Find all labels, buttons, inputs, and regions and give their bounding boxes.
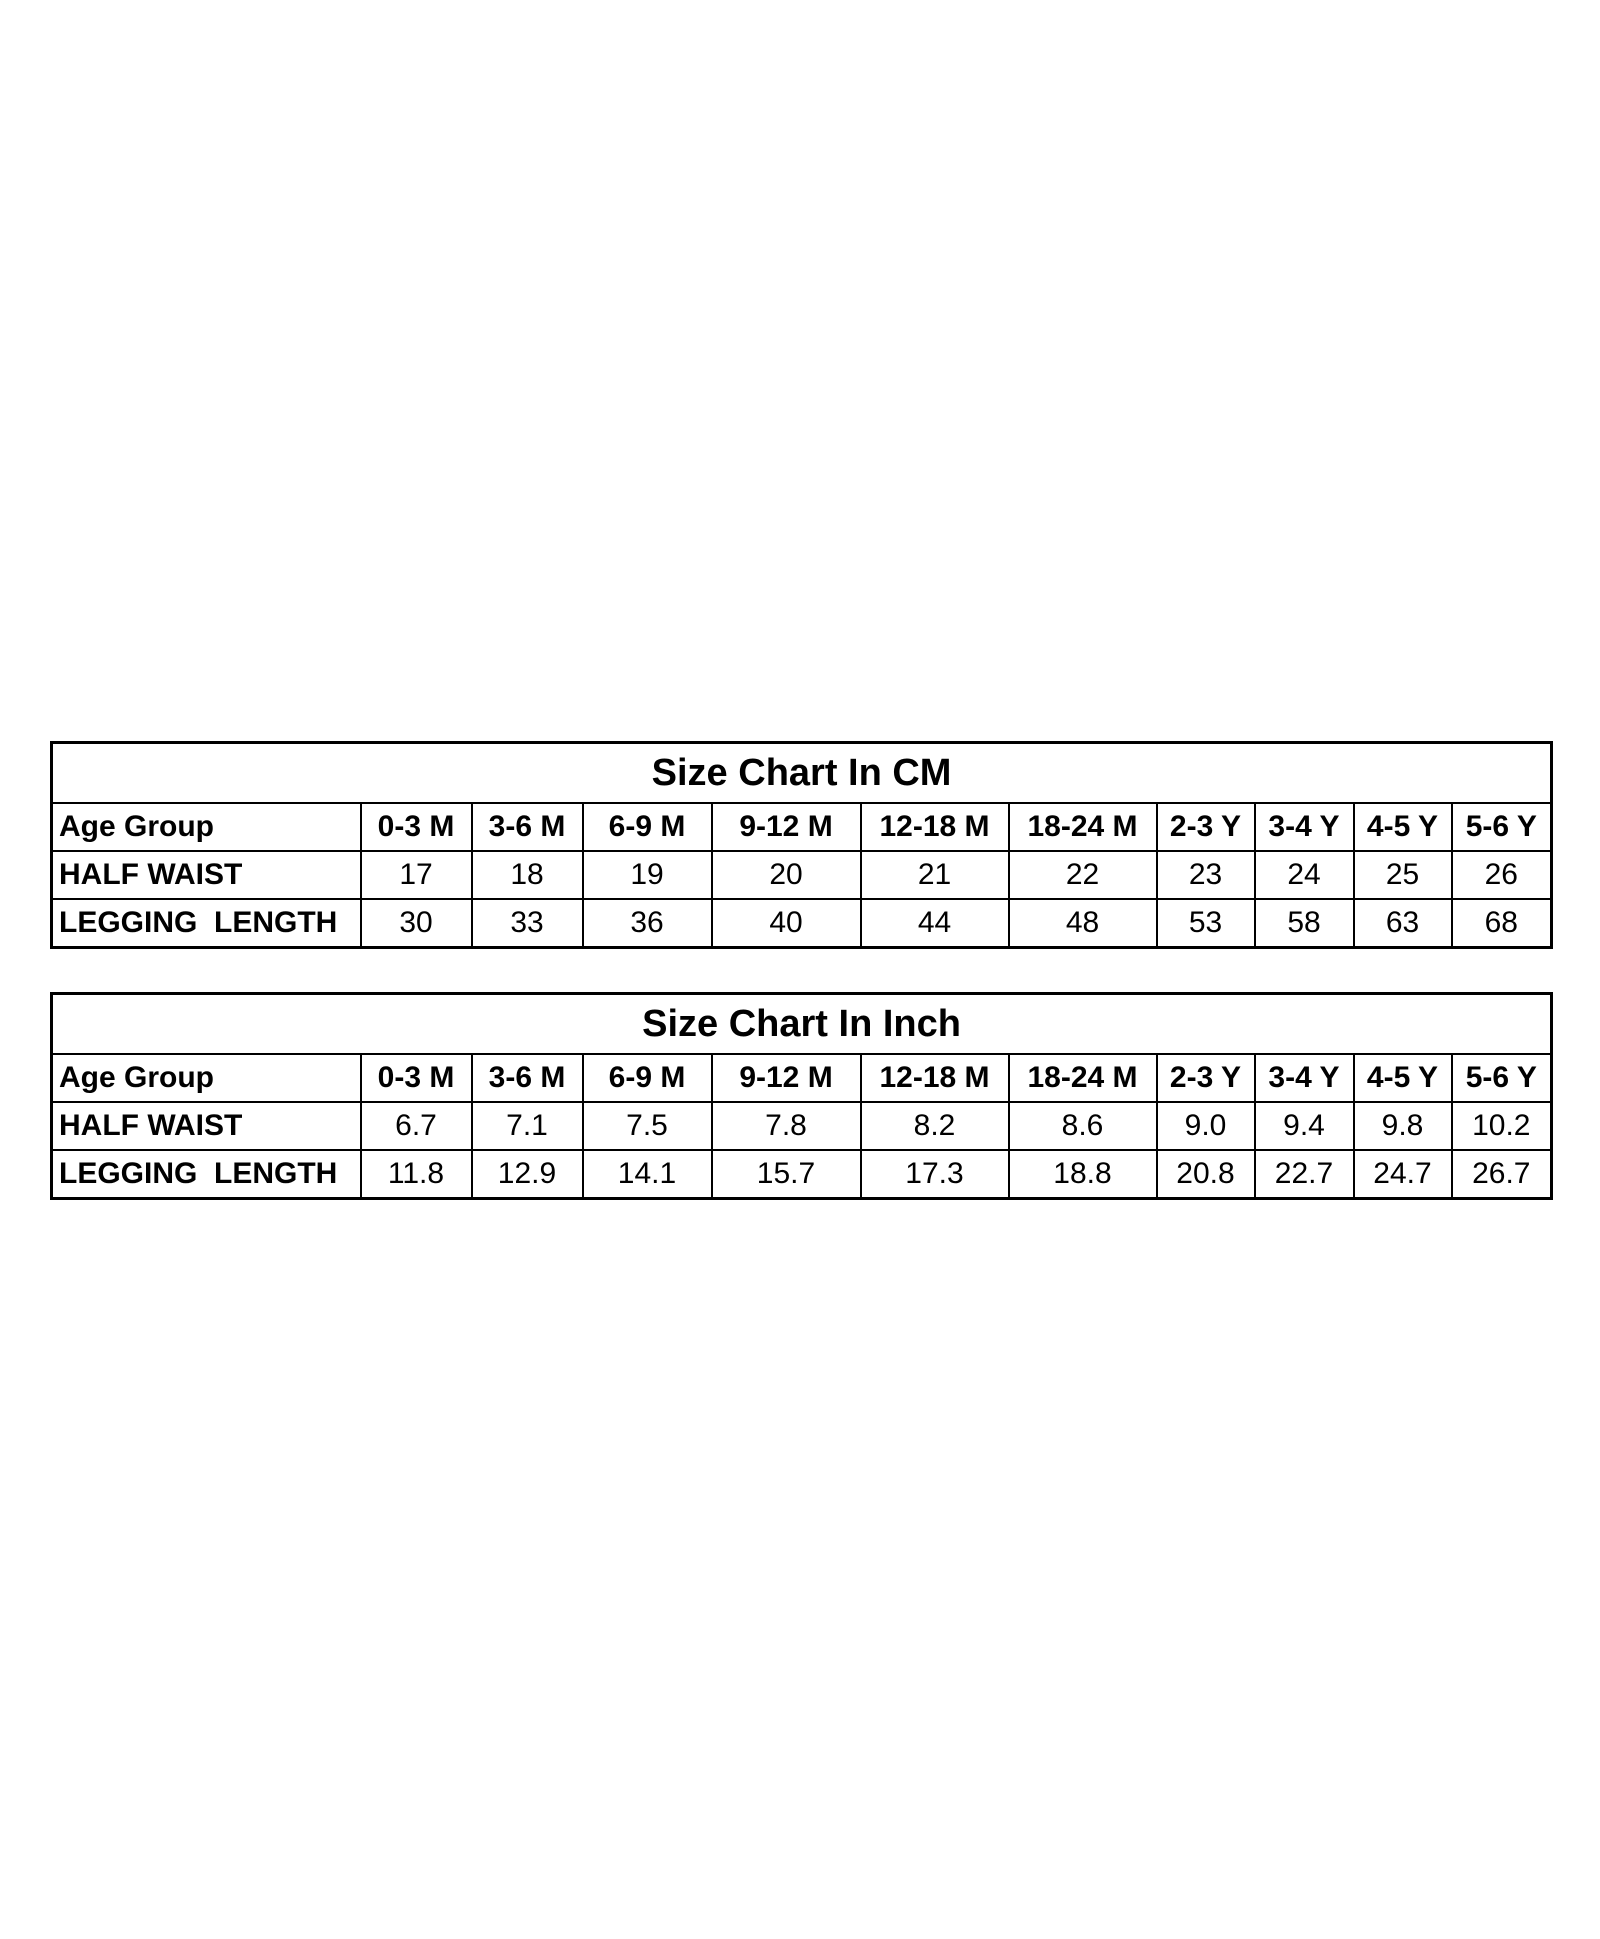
table-cell: 8.2 (861, 1102, 1009, 1150)
size-chart-cm-table (50, 741, 1553, 949)
age-group-label: Age Group (52, 1054, 361, 1102)
table-cell: 9.4 (1255, 1102, 1354, 1150)
table-cell: 24.7 (1354, 1150, 1452, 1199)
column-header: 4-5 Y (1354, 1054, 1452, 1102)
table-row (52, 1150, 1552, 1199)
column-header: 12-18 M (861, 803, 1009, 851)
table-cell: 9.0 (1157, 1102, 1255, 1150)
row-label: LEGGING LENGTH (52, 1150, 361, 1199)
column-header: 18-24 M (1009, 803, 1157, 851)
table-cell: 7.5 (583, 1102, 712, 1150)
table-cell: 48 (1009, 899, 1157, 948)
table-cell: 20 (712, 851, 861, 899)
table-cell: 20.8 (1157, 1150, 1255, 1199)
table-cell: 18.8 (1009, 1150, 1157, 1199)
table-cell: 7.1 (472, 1102, 583, 1150)
table-cell: 17.3 (861, 1150, 1009, 1199)
table-cell: 19 (583, 851, 712, 899)
table-row (52, 899, 1552, 948)
table-cell: 21 (861, 851, 1009, 899)
table-cell: 12.9 (472, 1150, 583, 1199)
table-cell: 17 (361, 851, 472, 899)
size-chart-inch-table (50, 992, 1553, 1200)
table-row (52, 1102, 1552, 1150)
table-cell: 44 (861, 899, 1009, 948)
column-header: 0-3 M (361, 803, 472, 851)
table-cell: 14.1 (583, 1150, 712, 1199)
table-cell: 63 (1354, 899, 1452, 948)
column-header: 6-9 M (583, 1054, 712, 1102)
table-title-row (52, 994, 1552, 1055)
table-cell: 22 (1009, 851, 1157, 899)
table-title: Size Chart In CM (52, 743, 1552, 804)
table-cell: 8.6 (1009, 1102, 1157, 1150)
table-cell: 23 (1157, 851, 1255, 899)
column-header: 9-12 M (712, 803, 861, 851)
age-group-header-row (52, 1054, 1552, 1102)
column-header: 3-6 M (472, 803, 583, 851)
column-header: 2-3 Y (1157, 803, 1255, 851)
row-label: HALF WAIST (52, 851, 361, 899)
age-group-label: Age Group (52, 803, 361, 851)
table-cell: 36 (583, 899, 712, 948)
column-header: 3-4 Y (1255, 803, 1354, 851)
table-cell: 26.7 (1452, 1150, 1552, 1199)
column-header: 5-6 Y (1452, 1054, 1552, 1102)
table-cell: 68 (1452, 899, 1552, 948)
table-cell: 40 (712, 899, 861, 948)
column-header: 3-4 Y (1255, 1054, 1354, 1102)
column-header: 0-3 M (361, 1054, 472, 1102)
table-row (52, 851, 1552, 899)
table-cell: 9.8 (1354, 1102, 1452, 1150)
table-cell: 58 (1255, 899, 1354, 948)
table-cell: 22.7 (1255, 1150, 1354, 1199)
table-cell: 18 (472, 851, 583, 899)
table-cell: 33 (472, 899, 583, 948)
table-cell: 10.2 (1452, 1102, 1552, 1150)
table-cell: 30 (361, 899, 472, 948)
column-header: 18-24 M (1009, 1054, 1157, 1102)
table-cell: 24 (1255, 851, 1354, 899)
table-cell: 6.7 (361, 1102, 472, 1150)
table-title-row (52, 743, 1552, 804)
column-header: 9-12 M (712, 1054, 861, 1102)
table-cell: 25 (1354, 851, 1452, 899)
table-cell: 26 (1452, 851, 1552, 899)
column-header: 2-3 Y (1157, 1054, 1255, 1102)
row-label: HALF WAIST (52, 1102, 361, 1150)
table-cell: 53 (1157, 899, 1255, 948)
age-group-header-row (52, 803, 1552, 851)
table-cell: 15.7 (712, 1150, 861, 1199)
table-cell: 11.8 (361, 1150, 472, 1199)
column-header: 3-6 M (472, 1054, 583, 1102)
column-header: 6-9 M (583, 803, 712, 851)
row-label: LEGGING LENGTH (52, 899, 361, 948)
column-header: 12-18 M (861, 1054, 1009, 1102)
column-header: 4-5 Y (1354, 803, 1452, 851)
table-title: Size Chart In Inch (52, 994, 1552, 1055)
table-cell: 7.8 (712, 1102, 861, 1150)
column-header: 5-6 Y (1452, 803, 1552, 851)
